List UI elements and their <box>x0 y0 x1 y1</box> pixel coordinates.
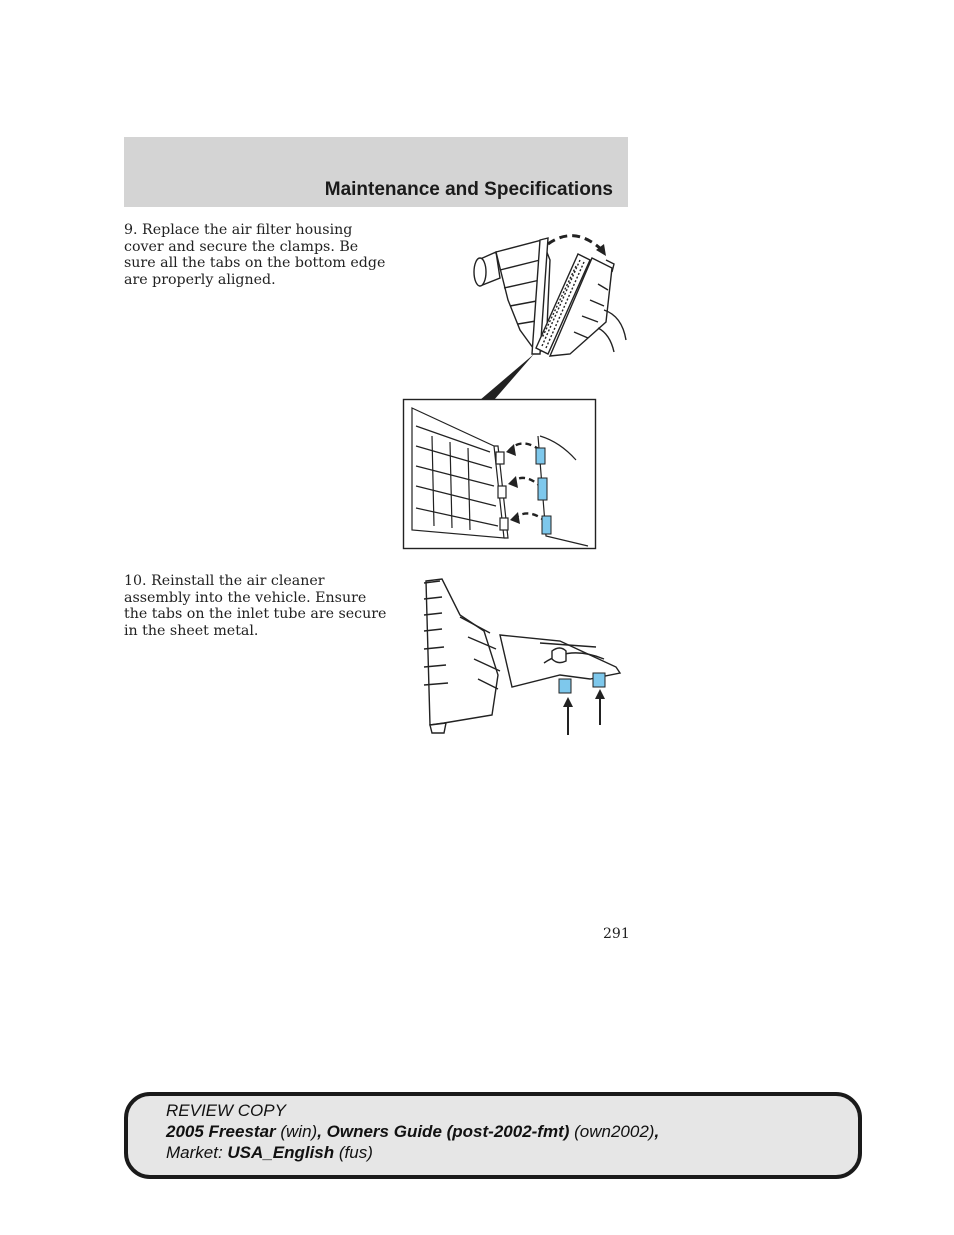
guide-name: , Owners Guide (post-2002-fmt) <box>317 1122 570 1141</box>
market-label: Market: <box>166 1143 228 1162</box>
page-number: 291 <box>603 926 630 942</box>
footer-doc-line <box>166 1121 659 1142</box>
model-code: (win) <box>275 1122 318 1141</box>
market-name: USA_English <box>227 1143 335 1162</box>
text-line: are properly aligned. <box>124 271 276 288</box>
review-copy-label: REVIEW COPY <box>166 1101 286 1120</box>
model-name: 2005 Freestar <box>166 1122 276 1141</box>
footer-comma: , <box>654 1122 660 1141</box>
air-cleaner-reinstall-illustration <box>420 575 630 740</box>
footer-text <box>166 1100 659 1163</box>
section-title: Maintenance and Specifications <box>324 179 613 200</box>
text-line: sure all the tabs on the bottom edge <box>124 255 386 271</box>
footer-market-line <box>166 1142 659 1163</box>
guide-code: (own2002) <box>569 1122 655 1141</box>
text-line: 9. Replace the air filter housing <box>124 222 353 238</box>
air-filter-housing-illustration <box>400 230 630 552</box>
step-10-text <box>124 573 387 639</box>
text-line: cover and secure the clamps. Be <box>124 238 359 255</box>
text-line: the tabs on the inlet tube are secure <box>124 606 387 622</box>
text-line: assembly into the vehicle. Ensure <box>124 589 367 606</box>
text-line: in the sheet metal. <box>124 622 259 639</box>
text-line: 10. Reinstall the air cleaner <box>124 573 325 589</box>
section-header <box>124 137 628 207</box>
review-copy-footer <box>124 1092 862 1179</box>
market-code: (fus) <box>334 1143 373 1162</box>
step-9-text <box>124 222 386 288</box>
